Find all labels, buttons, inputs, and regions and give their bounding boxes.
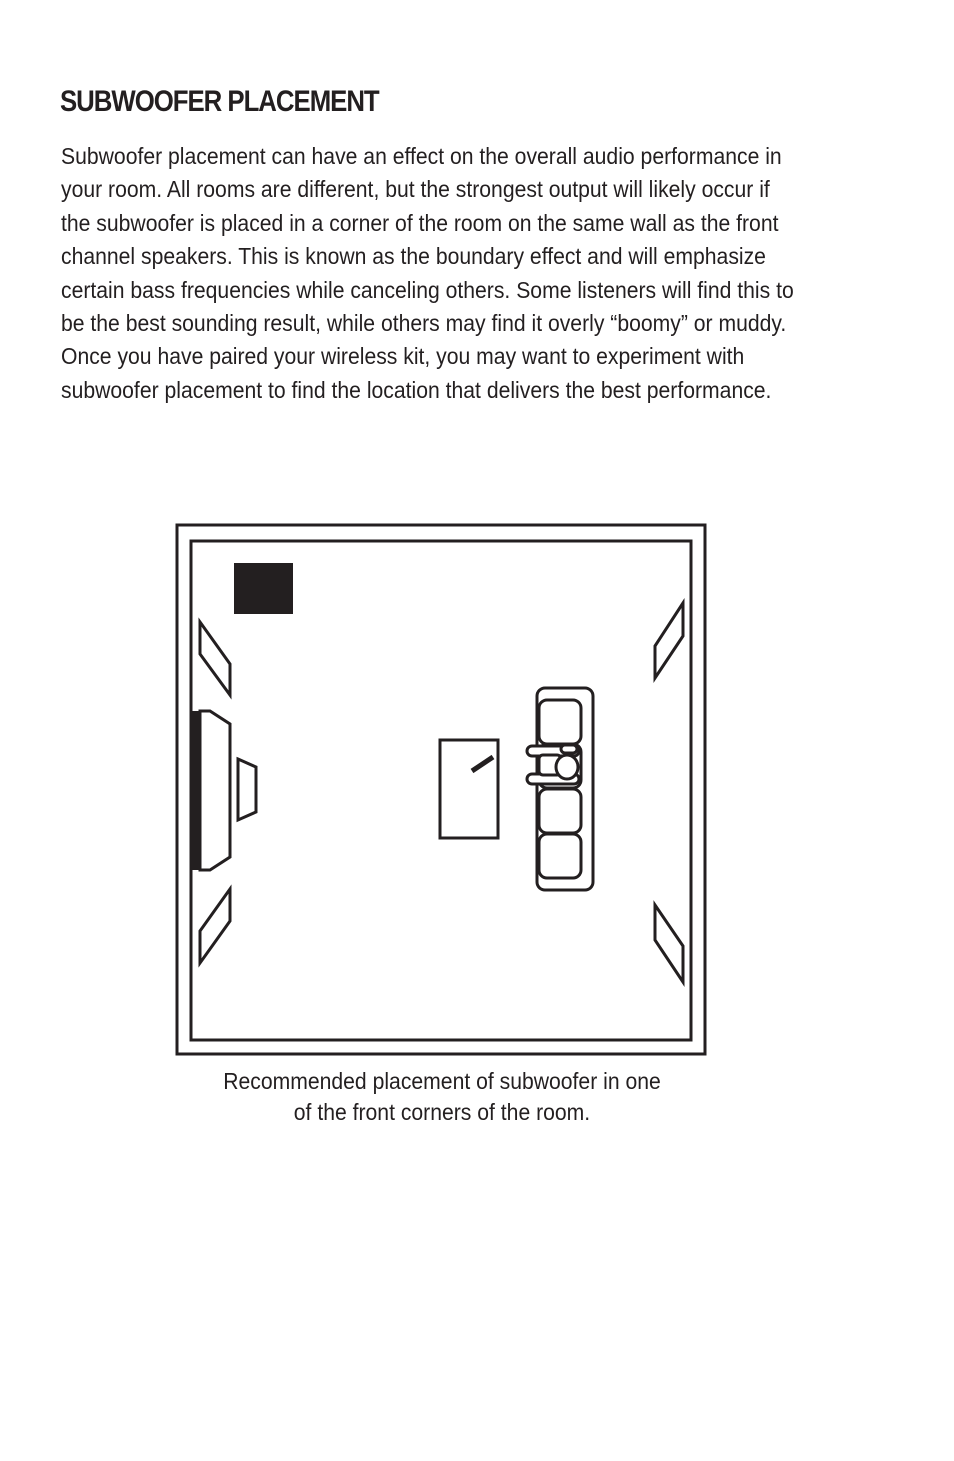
caption-line: Recommended placement of subwoofer in one <box>223 1068 661 1094</box>
listener-icon <box>527 745 579 784</box>
body-line: certain bass frequencies while canceling others. Some listeners will find this to <box>61 276 794 303</box>
body-line: Once you have paired your wireless kit, you may want to experiment with <box>61 343 745 370</box>
body-line: Subwoofer placement can have an effect on the overall audio performance in <box>61 143 782 169</box>
body-line: subwoofer placement to find the location that delivers the best performance. <box>61 376 772 403</box>
tv-icon <box>192 711 230 870</box>
body-line: your room. All rooms are different, but the strongest output will likely occur if <box>61 176 770 203</box>
surround-left-speaker-icon <box>200 889 230 963</box>
center-speaker-icon <box>238 759 256 820</box>
coffee-table-icon <box>440 740 498 838</box>
figure-caption <box>192 1066 692 1128</box>
surround-right-speaker-icon <box>655 905 683 982</box>
body-line: be the best sounding result, while others may find it overly “boomy” or muddy. <box>61 310 787 337</box>
front-right-speaker-icon <box>655 603 683 678</box>
body-line: the subwoofer is placed in a corner of the room on the same wall as the front <box>61 209 779 236</box>
page-title: SUBWOOFER PLACEMENT <box>60 85 379 118</box>
sofa-icon <box>537 688 593 890</box>
caption-line: of the front corners of the room. <box>293 1099 591 1125</box>
front-left-speaker-icon <box>200 622 230 695</box>
body-line: channel speakers. This is known as the boundary effect and will emphasize <box>61 243 766 270</box>
subwoofer-icon <box>234 563 293 614</box>
